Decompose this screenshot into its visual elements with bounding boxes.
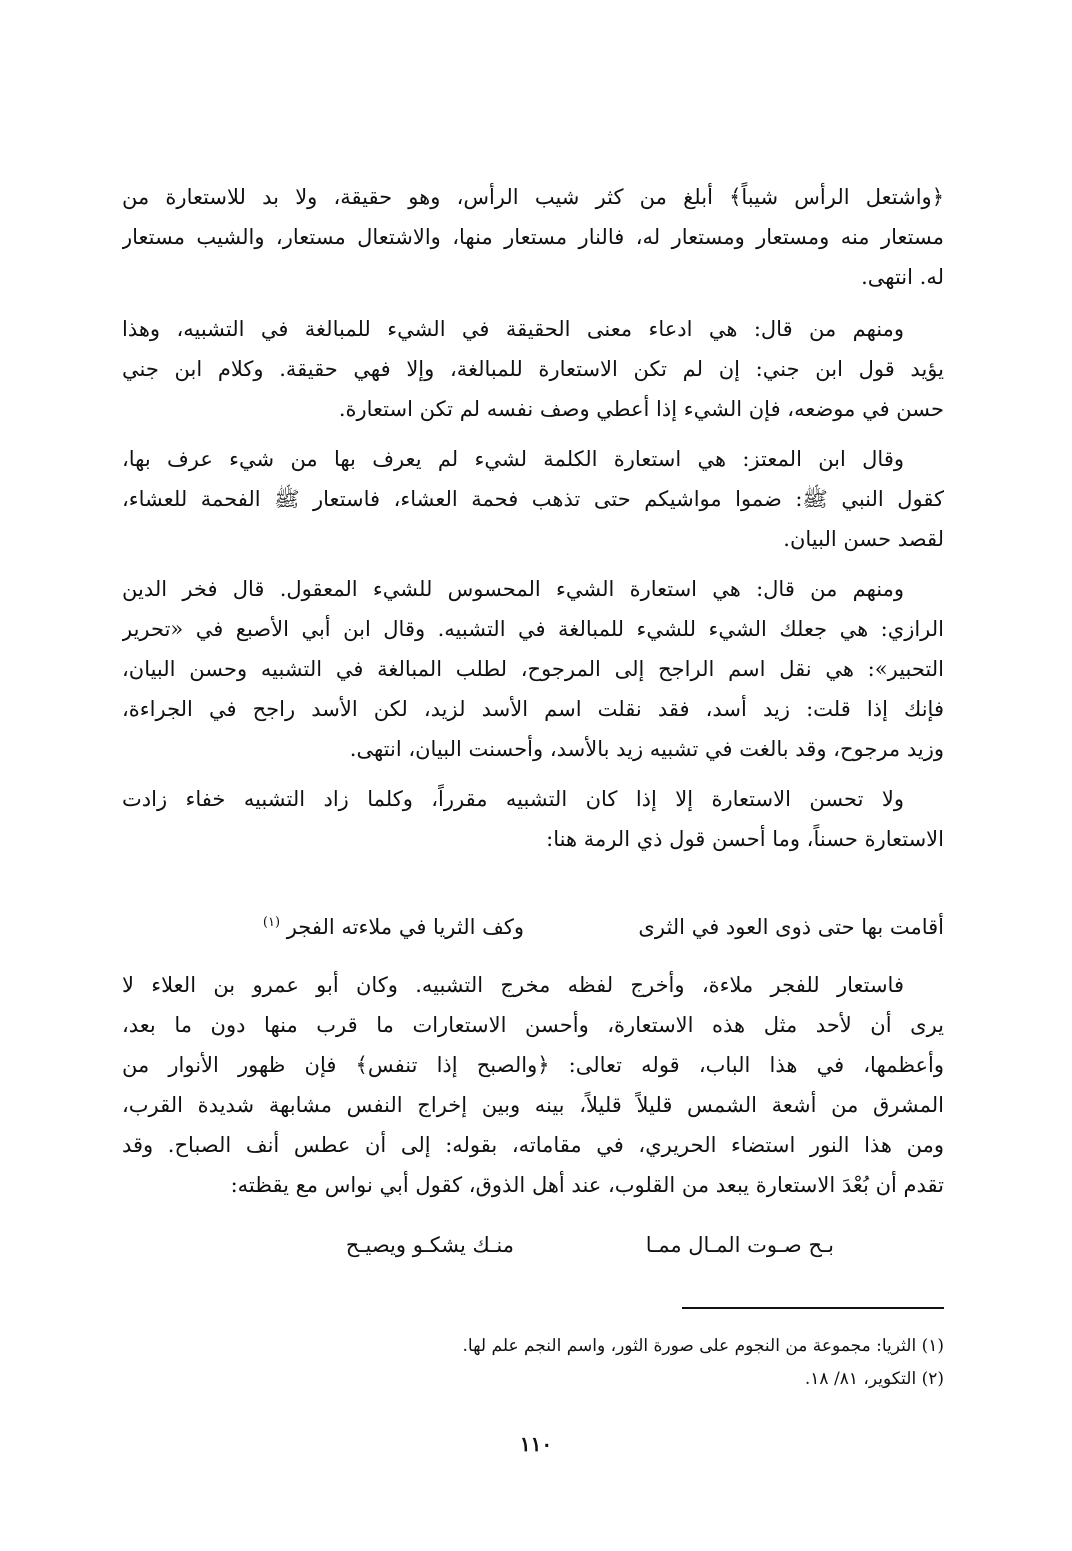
poetry-verse-2	[122, 1225, 944, 1265]
text-line: ومنهم من قال: هي ادعاء معنى الحقيقة في الشيء للمبالغة في التشبيه، وهذا	[122, 317, 904, 341]
text-line: لقصد حسن البيان.	[783, 527, 944, 551]
text-line: وزيد مرجوح، وقد بالغت في تشبيه زيد بالأسد، وأحسنت البيان، انتهى.	[349, 737, 944, 761]
text-line: وأعظمها، في هذا الباب، قوله تعالى: ﴿والصبح إذا تنفس﴾ فإن ظهور الأنوار من	[122, 1053, 944, 1077]
text-line: المشرق من أشعة الشمس قليلاً قليلاً، بينه وبين إخراج النفس مشابهة شديدة القرب،	[122, 1093, 944, 1117]
text-line: تقدم أن بُعْدَ الاستعارة يبعد من القلوب، عند أهل الذوق، كقول أبي نواس مع يقظته:	[230, 1173, 944, 1197]
text-line: وقال ابن المعتز: هي استعارة الكلمة لشيء لم يعرف بها من شيء عرف بها،	[122, 447, 904, 471]
text-line: التحبير»: هي نقل اسم الراجح إلى المرجوح، لطلب المبالغة في التشبيه وحسن البيان،	[122, 657, 944, 681]
verse-second-hemistich: منـك يشكـو ويصيـح	[345, 1233, 514, 1257]
footnotes	[300, 1330, 944, 1396]
text-line: ولا تحسن الاستعارة إلا إذا كان التشبيه مقرراً، وكلما زاد التشبيه خفاء زادت	[122, 787, 904, 811]
text-line: ومن هذا النور استضاء الحريري، في مقاماته، بقوله: إلى أن عطس أنف الصباح. وقد	[122, 1133, 944, 1157]
text-line: فإنك إذا قلت: زيد أسد، فقد نقلت اسم الأسد لزيد، لكن الأسد راجح في الجراءة،	[122, 697, 944, 721]
verse-first-hemistich: بـح صـوت المـال ممـا	[645, 1233, 834, 1257]
text-line: الاستعارة حسناً، وما أحسن قول ذي الرمة هنا:	[546, 827, 944, 851]
text-line: مستعار منه ومستعار ومستعار له، فالنار مستعار منها، والاشتعال مستعار، والشيب مستعار	[122, 225, 944, 249]
paragraph-6	[122, 965, 944, 1205]
text-line: ﴿واشتعل الرأس شيباً﴾ أبلغ من كثر شيب الرأس، وهو حقيقة، ولا بد للاستعارة من	[122, 185, 944, 209]
paragraph-2	[122, 309, 944, 429]
footnote-2: (٢) التكوير، ٨١/ ١٨.	[804, 1369, 944, 1389]
text-line: فاستعار للفجر ملاءة، وأخرج لفظه مخرج التشبيه. وكان أبو عمرو بن العلاء لا	[122, 973, 904, 997]
text-line: حسن في موضعه، فإن الشيء إذا أعطي وصف نفسه لم تكن استعارة.	[338, 397, 944, 421]
verse-first-hemistich: أقامت بها حتى ذوى العود في الثرى	[638, 915, 944, 939]
page-number: ١١٠	[519, 1432, 553, 1456]
footnote-separator	[682, 1307, 944, 1309]
text-line: يرى أن لأحد مثل هذه الاستعارة، وأحسن الاستعارات ما قرب منها دون ما بعد،	[122, 1013, 944, 1037]
verse-second-text: وكف الثريا في ملاءته الفجر	[286, 915, 524, 939]
text-line: ومنهم من قال: هي استعارة الشيء المحسوس للشيء المعقول. قال فخر الدين	[122, 577, 904, 601]
text-line: يؤيد قول ابن جني: إن لم تكن الاستعارة للمبالغة، وإلا فهي حقيقة. وكلام ابن جني	[122, 357, 944, 381]
footnote-1: (١) الثريا: مجموعة من النجوم على صورة الثور، واسم النجم علم لها.	[462, 1336, 944, 1356]
paragraph-1	[122, 177, 944, 297]
paragraph-3	[122, 439, 944, 559]
body-text-top	[122, 177, 944, 859]
text-line: الرازي: هي جعلك الشيء للشيء للمبالغة في التشبيه. وقال ابن أبي الأصبع في «تحرير	[122, 617, 944, 641]
paragraph-5	[122, 779, 944, 859]
footnote-marker: (١)	[262, 915, 281, 930]
text-line: له. انتهى.	[861, 265, 944, 289]
text-line: كقول النبي ﷺ: ضموا مواشيكم حتى تذهب فحمة العشاء، فاستعار ﷺ الفحمة للعشاء،	[122, 487, 944, 511]
verse-second-hemistich	[214, 907, 524, 947]
body-text-bottom	[122, 965, 944, 1205]
paragraph-4	[122, 569, 944, 769]
poetry-verse-1	[122, 907, 944, 947]
